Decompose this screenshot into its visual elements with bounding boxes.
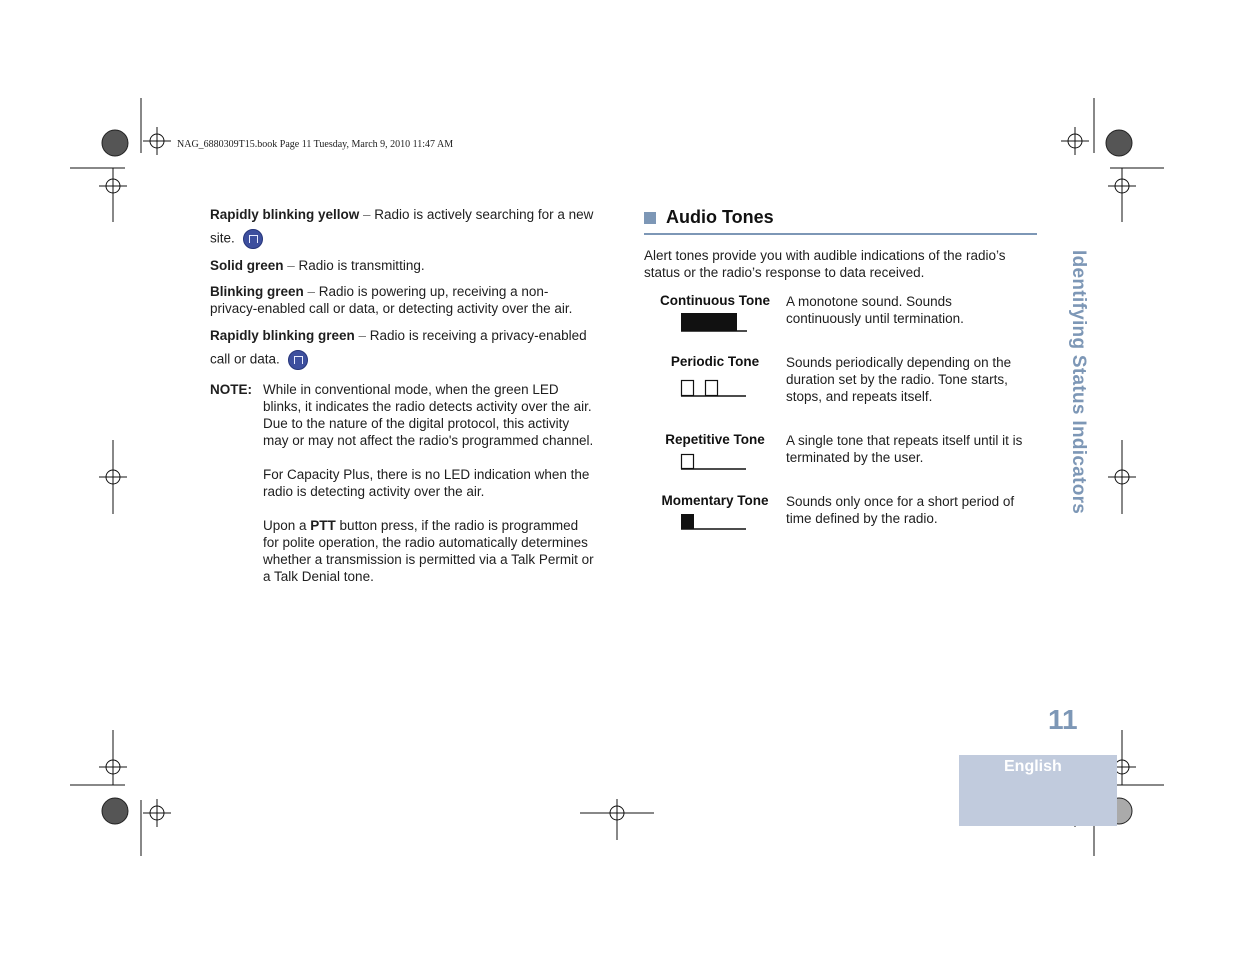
section-bullet-icon [644,212,656,224]
separator: – [283,258,299,273]
tone-label-repetitive: Repetitive Tone [665,432,765,447]
text: site. [210,230,235,246]
desc-line: time defined by the radio. [786,511,938,526]
desc-line: stops, and repeats itself. [786,389,933,404]
ptt-key-name: PTT [310,518,336,533]
separator: – [354,328,370,343]
section-intro [644,247,1044,281]
paragraph-solid-green [210,257,610,274]
intro-line: Alert tones provide you with audible indications of the radio’s [644,248,1006,263]
book-header-info: NAG_6880309T15.book Page 11 Tuesday, March 9, 2010 11:47 AM [177,139,454,150]
text: Radio is transmitting. [298,258,425,273]
page-number: 11 [1048,704,1078,735]
note-label: NOTE: [210,382,252,397]
continuous-tone-icon [678,312,750,334]
section-title: Audio Tones [666,207,774,227]
led-blinking-icon [243,229,263,249]
led-blinking-icon [288,350,308,370]
tone-desc-momentary [786,493,1038,527]
tone-label-periodic: Periodic Tone [670,354,760,369]
note-line: While in conventional mode, when the green LED [263,382,559,397]
language-label: English [1004,758,1062,775]
tone-desc-repetitive [786,432,1038,466]
desc-line: A monotone sound. Sounds [786,294,952,309]
text: Upon a [263,518,311,533]
paragraph-rapidly-blinking-yellow [210,206,610,249]
note-line [263,517,613,534]
term: Blinking green [210,284,304,299]
separator: – [359,207,375,222]
desc-line: Sounds periodically depending on the [786,355,1012,370]
text: Radio is powering up, receiving a non- [318,284,549,299]
desc-line: duration set by the radio. Tone starts, [786,372,1008,387]
desc-line: continuously until termination. [786,311,964,326]
tone-desc-continuous [786,293,1038,327]
paragraph-rapidly-blinking-green [210,327,610,370]
note-line: blinks, it indicates the radio detects activity over the air. [263,399,592,414]
momentary-tone-icon [678,512,750,534]
note-line: For Capacity Plus, there is no LED indication when the [263,467,590,482]
separator: – [303,284,319,299]
note-line: Due to the nature of the digital protocol, this activity [263,416,570,431]
repetitive-tone-icon [678,452,750,474]
section-rule [644,233,1037,235]
tone-label-continuous: Continuous Tone [660,293,770,308]
text: privacy-enabled call or data, or detecting activity over the air. [210,301,573,316]
desc-line: Sounds only once for a short period of [786,494,1015,509]
term: Rapidly blinking yellow [210,207,360,222]
text: button press, if the radio is programmed [335,518,579,533]
term: Rapidly blinking green [210,328,355,343]
periodic-tone-icon [678,378,750,400]
note-line: whether a transmission is permitted via a Talk Permit or [263,552,594,567]
note-line: may or may not affect the radio's programmed channel. [263,433,594,448]
note-body [263,381,613,585]
term: Solid green [210,258,284,273]
tone-label-momentary: Momentary Tone [661,493,769,508]
text: call or data. [210,351,280,367]
note-line: a Talk Denial tone. [263,569,374,584]
chapter-side-title: Identifying Status Indicators [1068,250,1089,515]
desc-line: terminated by the user. [786,450,924,465]
paragraph-blinking-green [210,283,610,317]
tone-desc-periodic [786,354,1038,405]
note-line: radio is detecting activity over the air. [263,484,485,499]
text: Radio is receiving a privacy-enabled [369,328,587,343]
note-line: for polite operation, the radio automatically determines [263,535,588,550]
desc-line: A single tone that repeats itself until it is [786,433,1023,448]
text: Radio is actively searching for a new [374,207,594,222]
intro-line: status or the radio’s response to data received. [644,265,925,280]
